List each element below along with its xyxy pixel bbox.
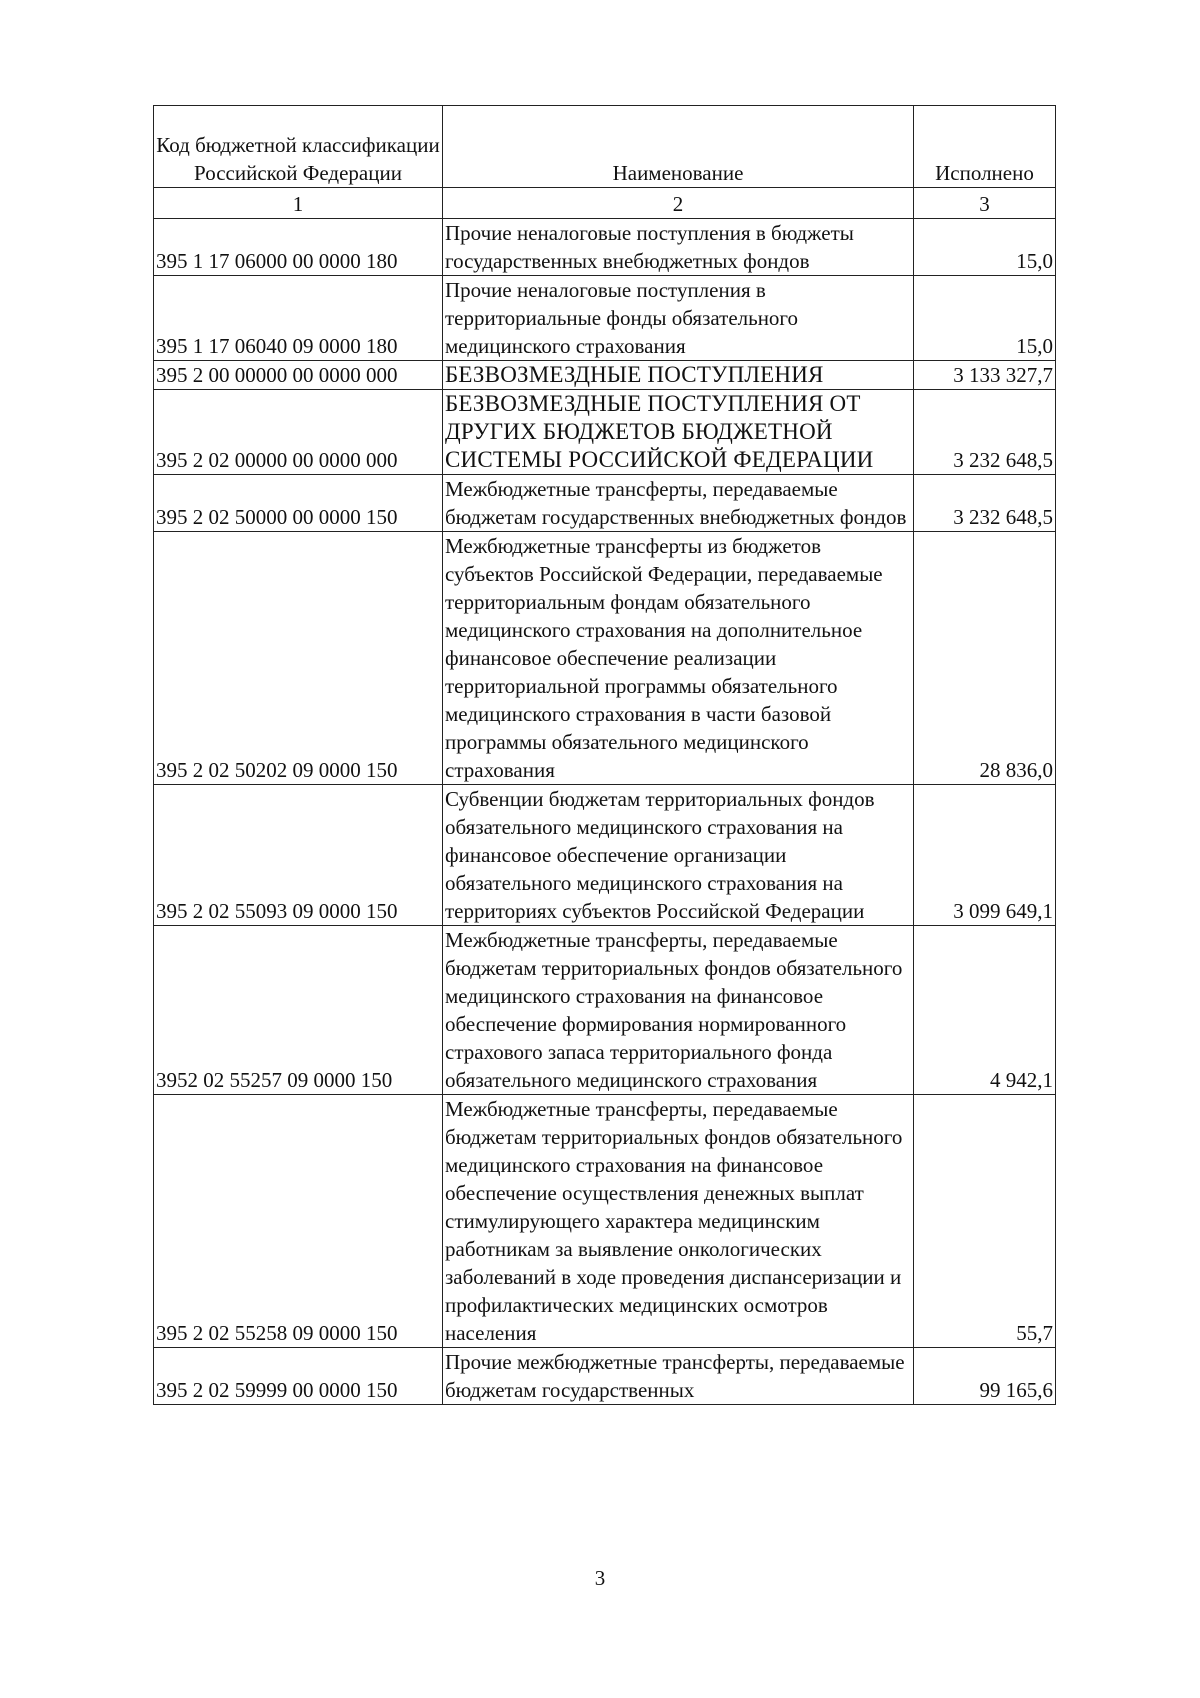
row-amount: 55,7 — [914, 1095, 1056, 1348]
row-name: Межбюджетные трансферты, передаваемые бюджетам территориальных фондов обязательного медицинского страхования на финансовое обеспечение формирования нормированного страхового запаса территориального фонда обязательного медицинского страхования — [443, 926, 914, 1095]
row-amount: 3 232 648,5 — [914, 390, 1056, 475]
row-name: Прочие межбюджетные трансферты, передаваемые бюджетам государственных — [443, 1348, 914, 1405]
row-code: 395 2 00 00000 00 0000 000 — [154, 361, 443, 390]
row-code: 395 2 02 55093 09 0000 150 — [154, 785, 443, 926]
table-row — [154, 926, 1056, 1095]
row-amount: 3 232 648,5 — [914, 475, 1056, 532]
table-row — [154, 276, 1056, 361]
row-name: БЕЗВОЗМЕЗДНЫЕ ПОСТУПЛЕНИЯ ОТ ДРУГИХ БЮДЖЕТОВ БЮДЖЕТНОЙ СИСТЕМЫ РОССИЙСКОЙ ФЕДЕРАЦИИ — [443, 390, 914, 475]
column-number: 1 — [154, 188, 443, 219]
row-amount: 3 099 649,1 — [914, 785, 1056, 926]
row-name: Субвенции бюджетам территориальных фондов обязательного медицинского страхования на финансовое обеспечение организации обязательного медицинского страхования на территориях субъектов Российской Федерации — [443, 785, 914, 926]
row-name: Межбюджетные трансферты из бюджетов субъектов Российской Федерации, передаваемые территориальным фондам обязательного медицинского страхования на дополнительное финансовое обеспечение реализации территориальной программы обязательного медицинского страхования в части базовой программы обязательного медицинского страхования — [443, 532, 914, 785]
table-row — [154, 475, 1056, 532]
budget-table — [153, 105, 1056, 1405]
row-amount: 4 942,1 — [914, 926, 1056, 1095]
row-name: БЕЗВОЗМЕЗДНЫЕ ПОСТУПЛЕНИЯ — [443, 361, 914, 390]
row-code: 395 2 02 59999 00 0000 150 — [154, 1348, 443, 1405]
row-name: Межбюджетные трансферты, передаваемые бюджетам государственных внебюджетных фондов — [443, 475, 914, 532]
row-name: Межбюджетные трансферты, передаваемые бюджетам территориальных фондов обязательного медицинского страхования на финансовое обеспечение осуществления денежных выплат стимулирующего характера медицинским работникам за выявление онкологических заболеваний в ходе проведения диспансеризации и профилактических медицинских осмотров населения — [443, 1095, 914, 1348]
row-code: 395 1 17 06000 00 0000 180 — [154, 219, 443, 276]
table-row — [154, 361, 1056, 390]
table-row — [154, 1095, 1056, 1348]
row-amount: 99 165,6 — [914, 1348, 1056, 1405]
table-row — [154, 1348, 1056, 1405]
row-amount: 15,0 — [914, 276, 1056, 361]
row-code: 3952 02 55257 09 0000 150 — [154, 926, 443, 1095]
row-code: 395 2 02 50000 00 0000 150 — [154, 475, 443, 532]
table-row — [154, 532, 1056, 785]
row-code: 395 2 02 55258 09 0000 150 — [154, 1095, 443, 1348]
page-number: 3 — [594, 1566, 606, 1590]
row-code: 395 2 02 00000 00 0000 000 — [154, 390, 443, 475]
row-code: 395 1 17 06040 09 0000 180 — [154, 276, 443, 361]
row-code: 395 2 02 50202 09 0000 150 — [154, 532, 443, 785]
column-number: 2 — [443, 188, 914, 219]
column-number: 3 — [914, 188, 1056, 219]
table-header-row — [154, 106, 1056, 188]
row-amount: 28 836,0 — [914, 532, 1056, 785]
table-row — [154, 785, 1056, 926]
header-name: Наименование — [443, 106, 914, 188]
row-name: Прочие неналоговые поступления в территориальные фонды обязательного медицинского страхования — [443, 276, 914, 361]
row-amount: 15,0 — [914, 219, 1056, 276]
header-amount: Исполнено — [914, 106, 1056, 188]
row-name: Прочие неналоговые поступления в бюджеты государственных внебюджетных фондов — [443, 219, 914, 276]
row-amount: 3 133 327,7 — [914, 361, 1056, 390]
table-row — [154, 219, 1056, 276]
header-code: Код бюджетной классификации Российской Федерации — [154, 106, 443, 188]
table-row — [154, 390, 1056, 475]
column-number-row — [154, 188, 1056, 219]
